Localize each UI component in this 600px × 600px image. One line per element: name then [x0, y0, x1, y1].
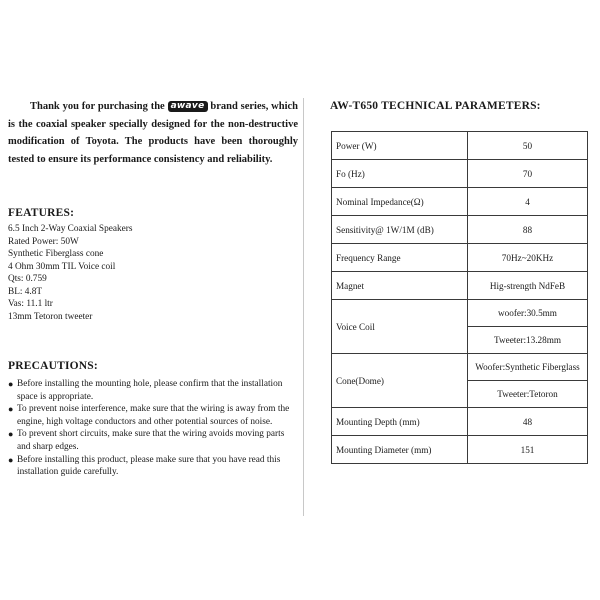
param-value: 50 [468, 132, 588, 160]
param-value: Tweeter:13.28mm [468, 327, 588, 354]
param-value: 48 [468, 408, 588, 436]
precautions-heading: PRECAUTIONS: [8, 360, 98, 372]
param-value: Woofer:Synthetic Fiberglass [468, 354, 588, 381]
param-row-magnet [332, 272, 588, 300]
feature-item: Qts: 0.759 [8, 274, 47, 284]
feature-item: 13mm Tetoron tweeter [8, 311, 93, 322]
param-value: woofer:30.5mm [468, 300, 588, 327]
precaution-text: To prevent short circuits, make sure that the wiring avoids moving parts and sharp edges. [17, 429, 285, 452]
param-value: 4 [468, 188, 588, 216]
param-value: 88 [468, 216, 588, 244]
feature-item: 4 Ohm 30mm TIL Voice coil [8, 261, 116, 272]
param-value: 151 [468, 436, 588, 464]
intro-text-before-brand: Thank you for purchasing the [30, 101, 165, 112]
feature-item: Vas: 11.1 ltr [8, 299, 53, 309]
bullet-icon: ● [8, 429, 14, 440]
bullet-icon: ● [8, 379, 14, 389]
param-row-mounting-depth [332, 408, 588, 436]
param-row-fo [332, 160, 588, 188]
precaution-text: Before installing the mounting hole, please confirm that the installation space is appropriate. [17, 379, 283, 402]
feature-item: Rated Power: 50W [8, 236, 79, 247]
feature-item: BL: 4.8T [8, 286, 43, 297]
param-label: Cone(Dome) [332, 354, 468, 408]
technical-parameters-table [331, 131, 588, 464]
precautions-list [8, 378, 300, 479]
param-row-sensitivity [332, 216, 588, 244]
precaution-item [8, 403, 300, 428]
param-label: Sensitivity@ 1W/1M (dB) [332, 216, 468, 244]
precaution-item [8, 428, 300, 453]
param-row-impedance [332, 188, 588, 216]
feature-item: Synthetic Fiberglass cone [8, 249, 104, 259]
features-heading: FEATURES: [8, 207, 75, 219]
precaution-text: To prevent noise interference, make sure that the wiring is away from the engine, high voltage conductors and other potential sources of noise. [17, 404, 290, 427]
technical-parameters-heading: AW-T650 TECHNICAL PARAMETERS: [330, 100, 541, 112]
param-label: Frequency Range [332, 244, 468, 272]
brand-logo: awave [168, 101, 208, 112]
intro-paragraph [8, 98, 298, 168]
param-value: Tweeter:Tetoron [468, 381, 588, 408]
precaution-item [8, 454, 300, 479]
param-value: 70Hz~20KHz [468, 244, 588, 272]
precaution-text: Before installing this product, please make sure that you have read this installation guide carefully. [17, 454, 281, 478]
param-label: Nominal Impedance(Ω) [332, 188, 468, 216]
precaution-item [8, 378, 300, 403]
param-label: Voice Coil [332, 300, 468, 354]
features-list [8, 223, 132, 323]
param-label: Mounting Diameter (mm) [332, 436, 468, 464]
bullet-icon: ● [8, 404, 14, 415]
column-divider [303, 98, 304, 516]
param-row-power [332, 132, 588, 160]
param-value: 70 [468, 160, 588, 188]
param-row-cone [332, 354, 588, 381]
feature-item: 6.5 Inch 2-Way Coaxial Speakers [8, 224, 133, 234]
param-row-mounting-diameter [332, 436, 588, 464]
param-label: Magnet [332, 272, 468, 300]
param-label: Fo (Hz) [332, 160, 468, 188]
intro-text-after-brand: brand series, which is the coaxial speaker specially designed for the non-destructive modification of Toyota. The products have been thoroughly tested to ensure its performance consistency and reliability. [8, 101, 299, 165]
param-label: Mounting Depth (mm) [332, 408, 468, 436]
param-value: Hig-strength NdFeB [468, 272, 588, 300]
bullet-icon: ● [8, 454, 14, 465]
param-row-frequency-range [332, 244, 588, 272]
param-label: Power (W) [332, 132, 468, 160]
param-row-voice-coil [332, 300, 588, 327]
